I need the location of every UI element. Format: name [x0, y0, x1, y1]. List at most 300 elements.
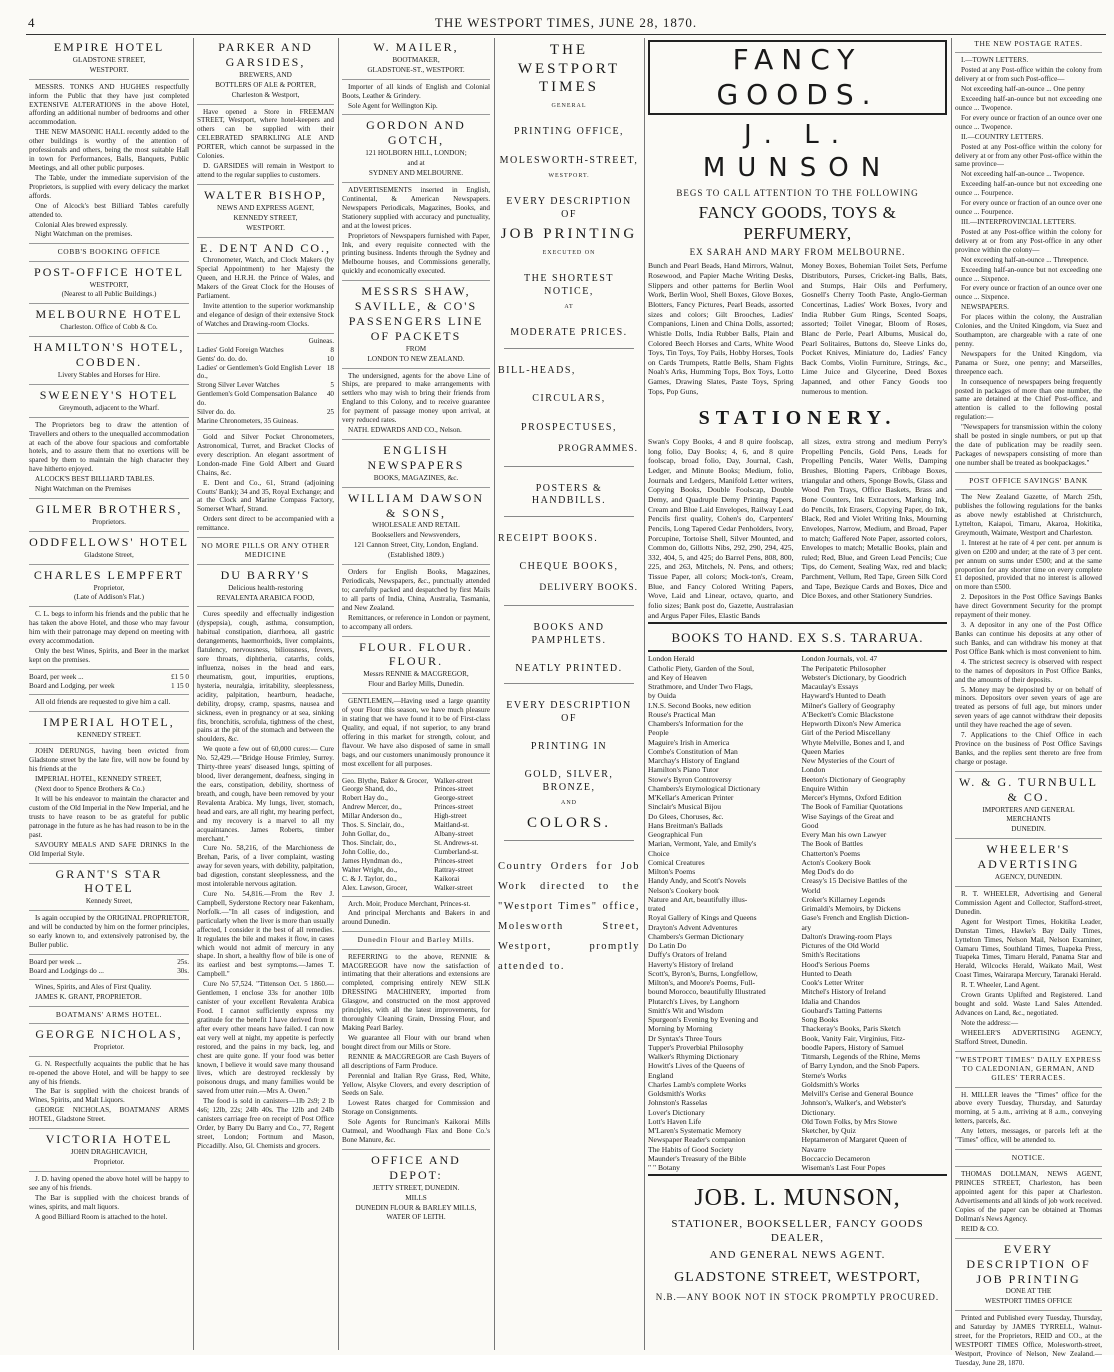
book-title: Webster's Dictionary, by Goodrich: [801, 672, 907, 682]
price-row: [29, 682, 189, 691]
book-title: Navarre: [801, 1144, 826, 1154]
book-title: Enquire Within: [801, 783, 849, 793]
book-title: Tupper's Proverbial Philosophy: [648, 1042, 744, 1052]
price-item: Marine Chronometers, 35 Guineas.: [197, 417, 299, 426]
book-title: Duffy's Orators of Ireland: [648, 950, 727, 960]
ad-paragraph: Posted at any Post-office within the colony for delivery at or from any other Post-office within the same province—: [955, 142, 1102, 169]
ad-paragraph: Newspapers for the United Kingdom, via Panama or Suez, one penny; and Marseilles, threepence each.: [955, 349, 1102, 376]
advertisement: [29, 1010, 189, 1024]
signatory-street: High-street: [434, 812, 467, 821]
printing-line: PROGRAMMES.: [558, 444, 638, 455]
advertisement: [342, 953, 490, 1150]
stationery-right: all sizes, extra strong and medium Perry's Propelling Pencils, Gold Pens, Leads for Propelling Pencils, Water Wells, Damping Brushes, Blotting Papers, Cribbage Boxes, triangular and others, Sponge Bowls, Glass and Wood Pen Trays, Office Baskets, Brass and Bone Counters, Ink Extractors, Marking Ink, do Pencils, Ink Erasers, Copying Paper, do Ink, Black, Red and Violet Writing Inks, Mourning Envelopes, Narrow, Medium, and Broad, Paper to match; Gaffered Note Paper, assorted colors, Envelopes to match; Metallic Books, plain and ruled; Red, Blue, and Green Lead Pencils; Cue Tips, do Cement, Sealing Wax, red and black; Parchment, Vellum, Red Tape, Green Silk Cord and Tape, Bezique Cards and Boxes, Dice and Dice Boxes, and other Stationery Sundries.: [801, 437, 947, 601]
ad-paragraph: A good Billiard Room is attached to the hotel.: [35, 1212, 168, 1221]
printing-line: RECEIPT BOOKS.: [498, 532, 599, 544]
ad-line: SYDNEY AND MELBOURNE.: [368, 169, 464, 178]
divider: [504, 840, 634, 841]
ad-line: REVALENTA ARABICA FOOD,: [216, 593, 315, 602]
printing-line: Country Orders for Job Work directed to the "Westport Times" office, Molesworth Street, Westport, promptly attended to.: [498, 861, 640, 972]
ad-title: GORDON AND GOTCH,: [366, 118, 466, 148]
book-title: Every Man his own Lawyer: [801, 830, 887, 840]
advertisement: [342, 118, 490, 183]
ad-paragraph: Lowest Rates charged for Commission and Storage on Consignments.: [342, 1099, 490, 1117]
signatory-name: Robert Hay do.,: [342, 794, 388, 803]
printing-line: GENERAL: [551, 102, 587, 109]
book-title: Dictionary.: [801, 1107, 836, 1117]
divider: [648, 650, 947, 652]
book-title: Hamilton's Piano Tutor: [648, 765, 719, 775]
ad-paragraph: Orders for English Books, Magazines, Periodicals, Newspapers, &c., punctually attended to; carefully packed and despatched by first Mails to all parts of India, China, Australia, Tasmania, and New Zealand.: [342, 568, 490, 612]
advertisement: [29, 1027, 189, 1057]
printing-line: PROSPECTUSES,: [521, 421, 617, 433]
ad-line: Booksellers and Newsvenders,: [371, 531, 461, 540]
job-munson-agent: AND GENERAL NEWS AGENT.: [709, 1249, 886, 1262]
book-title: Grimaldi's Memoirs, by Dickens: [801, 904, 901, 914]
ad-line: WHOLESALE AND RETAIL: [372, 521, 460, 530]
price-value: 10: [326, 354, 334, 363]
ad-paragraph: The Bar is supplied with the choicest brands of wines, spirits, and malt liquors.: [29, 1193, 189, 1211]
printing-line: EVERY DESCRIPTION OF: [506, 196, 632, 220]
column-4-printing-office: [495, 38, 645, 1350]
signatory-street: Princes-street: [434, 803, 474, 812]
ad-paragraph: NEWSPAPERS.: [961, 303, 1009, 312]
ad-paragraph: 2. Depositors in the Post Office Savings Banks have direct Government Security for the prompt repayment of their money.: [955, 593, 1102, 620]
book-title: Queen Maries: [801, 746, 845, 756]
advertisement: [29, 698, 189, 712]
advertisement: [197, 40, 334, 105]
stationery-list: [648, 437, 947, 620]
book-title: Titmarsh, Legends of the Rhine, Mems: [801, 1052, 921, 1062]
ad-title: COBB'S BOOKING OFFICE: [57, 247, 161, 257]
book-title: Newspaper Reader's companion: [648, 1135, 746, 1145]
book-title: London Journals, vol. 47: [801, 654, 878, 664]
ad-paragraph: Is again occupied by the ORIGINAL PROPRIETOR, and will be conducted by him on the former principles, so early known to, and extensively patronised by, the Buller public.: [29, 914, 189, 949]
book-title: Dr Syntax's Three Tours: [648, 1033, 722, 1043]
ad-title: GRANT'S STAR HOTEL: [55, 866, 163, 896]
ad-paragraph: Night Watchman on the premises.: [35, 230, 133, 239]
advertisement: [29, 914, 189, 955]
ad-paragraph: Cure No. 54,816.—From the Rev J. Campbell, Syderstone Rectory near Fakenham, Norfolk.—"In all cases of indigestion, and particularly when the liver is more than usually affected, I consider it the best of all remedies. It regulates the bile and makes it flow, in cases which would not admit of mercury in any shape. In short, a healthy flow of bile is one of its earliest and best symptoms.—James T. Campbell.": [197, 890, 334, 979]
column-6-postage-rates: [952, 38, 1106, 1367]
ad-line: WESTPORT.: [89, 65, 129, 74]
ad-title: GILMER BROTHERS,: [35, 502, 183, 517]
book-title: New Mysteries of the Court of: [801, 756, 895, 766]
ad-line: DUNEDIN.: [1011, 825, 1046, 834]
advertisement: [955, 56, 1102, 473]
ad-paragraph: WHEELER'S ADVERTISING AGENCY, Stafford Street, Dunedin.: [955, 1028, 1102, 1046]
ad-line: JETTY STREET, DUNEDIN.: [372, 1183, 460, 1192]
book-title: The Habits of Good Society: [648, 1144, 734, 1154]
advertisement: [197, 108, 334, 185]
advertisement: [342, 40, 490, 80]
book-title: Maguire's Irish in America: [648, 737, 730, 747]
price-value: 1 15 0: [171, 681, 189, 690]
book-title: Plutarch's Lives, by Langhorn: [648, 996, 740, 1006]
price-value: 8: [330, 345, 334, 354]
printing-office-title: THE WESTPORT TIMES: [517, 42, 621, 96]
ad-title: OFFICE AND DEPOT:: [371, 1152, 461, 1182]
ad-paragraph: "Newspapers for transmission within the colony shall be posted in single numbers, or put up that the date of publication may be readily seen. Packages of newspapers consisting of more than one number shall be treated as bookpackages.": [955, 423, 1102, 467]
advertisement: [197, 433, 334, 538]
price-row: [29, 673, 189, 682]
signatory-street: Princes-street: [434, 785, 474, 794]
ad-paragraph: Proprietors of Newspapers furnished with Paper, Ink, and every requisite connected with the printing business. Indents through the Sydney and Melbourne houses, and Commissions generally, quickly and economically executed.: [342, 231, 490, 276]
ad-title: EMPIRE HOTEL: [53, 40, 165, 54]
ad-title: WILLIAM DAWSON & SONS,: [347, 490, 485, 520]
divider: [504, 516, 634, 517]
ad-title: HAMILTON'S HOTEL, COBDEN.: [33, 340, 185, 370]
price-item: Board and Lodging, per week: [29, 681, 115, 690]
ad-line: Proprietor,: [93, 583, 125, 592]
books-list: [648, 654, 947, 1172]
book-title: Goldsmith's Works: [648, 1089, 706, 1099]
fancy-goods-right: Money Boxes, Bohemian Toilet Sets, Perfume Distributors, Purses, Cricket-ing Balls, Bats, and Stumps, Hair Oils and Perfumery, Gosnell's Cherry Tooth Paste, Anglo-German Concertinas, Ladies' Work Boxes, Ivory and India Rubber Gum Rings, Scented Soaps, assorted; Toilet Vinegar, Bloom of Roses, Blanc de Perle, Pearl Albums, Musical do, Pearl Solitaires, Buttons do, Sleeve Links do, Pocket Knives, Miniature do, Ladies' Fancy Back Combs, Violin Furniture, Strings, &c., Lime Juice and Glycerine, Deed Boxes Japanned, and other Fancy Goods too numerous to mention.: [801, 261, 947, 396]
ad-line: WATER OF LEITH.: [386, 1213, 446, 1222]
printing-line: WESTPORT.: [548, 173, 590, 179]
book-title: Hepworth Dixon's New America: [801, 719, 901, 729]
advertisement: [197, 541, 334, 565]
book-title: Marchay's History of England: [648, 756, 740, 766]
advertisement: [342, 935, 490, 949]
page-number: 4: [28, 15, 35, 30]
advertisement: [29, 610, 189, 670]
book-title: Johnson's, Walker's, and Webster's: [801, 1098, 906, 1108]
ad-paragraph: Remittances, or reference in London or payment, to accompany all orders.: [342, 613, 490, 631]
book-title: Rouse's Practical Man: [648, 709, 716, 719]
signatory-street: Maitland-st.: [434, 821, 470, 830]
book-title: Combe's Constitution of Man: [648, 746, 738, 756]
book-title: The Book of Battles: [801, 839, 863, 849]
signatory-street: Kaikorai: [434, 874, 460, 883]
advertisement: [29, 40, 189, 80]
book-title: trated: [648, 904, 666, 914]
ad-paragraph: We quote a few out of 60,000 cures:— Cure No. 52,429.—"Bridge House Frimley, Surrey. Thirty-three years' diseased lungs, spitting of blood, liver derangement, deafness, singing in the ears, constipation, debility, shortness of breath, and cough, have been removed by your Revalenta Arabica. My lungs, liver, stomach, head and ears, are all right, my hearing perfect, and my recovery is a marvel to all my acquaintances. James Roberts, timber merchant.": [197, 745, 334, 843]
ad-line: DUNEDIN FLOUR & BARLEY MILLS,: [355, 1203, 477, 1212]
price-row: [197, 346, 334, 355]
book-title: Chambers's German Dictionary: [648, 931, 744, 941]
book-title: Smith's Recitations: [801, 950, 861, 960]
price-item: Silver do. do.: [197, 408, 236, 417]
book-title: Do Glees, Choruses, &c.: [648, 811, 724, 821]
advertisement: [342, 491, 490, 565]
book-title: Chatterton's Poems: [801, 848, 861, 858]
divider: [648, 1174, 947, 1176]
book-title: London Herald: [648, 654, 695, 664]
ad-paragraph: H. MILLER leaves the "Times" office for the above every Tuesday, Thursday, and Saturday morning, at 5 a.m., arriving at 8 a.m., conveying letters, parcels, &c.: [955, 1090, 1102, 1126]
printing-line: MODERATE PRICES.: [510, 327, 628, 339]
signatory-street: Albany-street: [434, 830, 474, 839]
ad-title: MELBOURNE HOTEL: [35, 307, 183, 322]
book-title: Good: [801, 820, 819, 830]
signatory-street: St. Andrews-st.: [434, 839, 479, 847]
printing-line: COLORS.: [527, 814, 611, 831]
book-title: A'Beckett's Comic Blackstone: [801, 709, 894, 719]
advertisement: [955, 39, 1102, 53]
job-munson-address: GLADSTONE STREET, WESTPORT,: [674, 1270, 921, 1286]
ad-paragraph: Sole Agents for Runciman's Kaikorai Mills Oatmeal, and Woodhaugh Flax and Bone Co.'s Bone Manure, &c.: [342, 1118, 490, 1145]
book-title: Hunted to Death: [801, 968, 852, 978]
book-title: Nature and Art, beautifully illus-: [648, 894, 748, 904]
ad-line: IMPORTERS AND GENERAL: [982, 805, 1075, 814]
book-title: Wise Sayings of the Great and: [801, 811, 894, 821]
ad-line: Proprietor.: [93, 1157, 125, 1166]
printing-line: NEATLY PRINTED.: [515, 662, 623, 674]
advertisement: [29, 535, 189, 565]
book-title: and Key of Heaven: [648, 672, 707, 682]
book-title: Sketcher, by Quiz: [801, 1126, 856, 1136]
ad-paragraph: The food is sold in canisters—1lb 2s9; 2 lb 4s6; 12lb, 22s; 24lb 40s. The 12lb and 24lb canisters carriage free on receipt of Post Office Order, by Barry Du Barry and Co., 77, Regent street, London; Fortnum and Mason, Piccadilly. Also, Gl. Chemists and grocers.: [197, 1097, 334, 1150]
book-title: Maunder's Treasury of the Bible: [648, 1153, 746, 1163]
printing-line: GOLD, SILVER, BRONZE,: [524, 769, 614, 793]
book-title: Macaulay's Essays: [801, 682, 859, 692]
ad-paragraph: One of Alcock's best Billiard Tables carefully attended to.: [29, 201, 189, 219]
book-title: Pictures of the Old World: [801, 941, 880, 951]
advertisement: [342, 568, 490, 636]
ad-paragraph: MESSRS. TONKS AND HUGHES respectfully inform the Public that they have just completed EXTENSIVE ALTERATIONS in the above Hotel, affording an additional number of bedrooms and other accommodation.: [29, 82, 189, 127]
book-title: ary: [801, 922, 812, 932]
ad-paragraph: Crown Grants Uplifted and Registered. Land bought and sold. Waste Land Sales Attended. Advances on Land, &c., negotiated.: [955, 991, 1102, 1017]
ad-paragraph: Wines, Spirits, and Ales of First Quality.: [35, 982, 152, 991]
ad-line: Flour and Barley Mills, Dunedin.: [368, 680, 464, 689]
ad-line: WESTPORT,: [89, 280, 129, 289]
ad-line: BREWERS, AND: [239, 70, 292, 79]
ad-paragraph: For every ounce or fraction of an ounce over one ounce ... Twopence.: [955, 113, 1102, 131]
advertisement: [955, 1242, 1102, 1311]
price-row: [197, 417, 334, 426]
book-title: Stowe's Byron Controversy: [648, 774, 732, 784]
printing-line: DELIVERY BOOKS.: [539, 583, 638, 594]
advertisement: [342, 186, 490, 281]
ad-title: IMPERIAL HOTEL,: [43, 714, 175, 729]
ad-line: 121 HOLBORN HILL, LONDON;: [365, 149, 467, 158]
ad-paragraph: For places within the colony, the Australian Colonies, and the United Kingdom, via Suez and Southampton, are chargeable with a rate of one penny.: [955, 313, 1102, 348]
book-title: Handy Andy, and Scott's Novels: [648, 876, 747, 886]
ad-paragraph: III.—INTERPROVINCIAL LETTERS.: [961, 217, 1076, 226]
ad-line: NEWS AND EXPRESS AGENT,: [217, 203, 314, 212]
advertisement: [955, 1170, 1102, 1238]
price-item: Board per week ...: [29, 957, 82, 966]
price-row: [197, 381, 334, 390]
advertisement: [955, 493, 1102, 772]
signatory-street: George-street: [434, 794, 474, 803]
advertisement: [342, 83, 490, 116]
book-title: Howitt's Lives of the Queens of: [648, 1061, 745, 1071]
ad-paragraph: Any letters, messages, or parcels left at the "Times" office, will be attended to.: [955, 1127, 1102, 1145]
ad-paragraph: Have opened a Store in FREEMAN STREET, Westport, where hotel-keepers and others can be supplied with their CELEBRATED SPARKLING ALE AND PORTER, which cannot be surpassed in the Colonies.: [197, 107, 334, 161]
munson-name: J. L. MUNSON: [702, 120, 893, 183]
signatory-street: Rattray-street: [434, 865, 474, 874]
job-munson-name: JOB. L. MUNSON,: [694, 1185, 901, 1212]
signatory-name: Walter Wright, do.,: [342, 865, 398, 874]
begs-line: BEGS TO CALL ATTENTION TO THE FOLLOWING: [676, 187, 919, 198]
signatory-name: John Gollar, do.,: [342, 830, 390, 839]
ad-paragraph: NATH. EDWARDS AND CO., Nelson.: [348, 426, 462, 435]
book-title: M'Laren's Systematic Memory: [648, 1126, 742, 1136]
book-title: People: [648, 728, 669, 738]
ad-paragraph: Posted at any Post-office within the colony from delivery at or from such Post-office—: [955, 66, 1102, 84]
ad-paragraph: It will be his endeavor to maintain the character and custom of the Old Imperial in the New Imperial, and he trusts to have reason to be as grateful for public patronage in the future as he has had reason to be in the past.: [29, 795, 189, 839]
ad-title: CHARLES LEMPFERT: [33, 567, 185, 582]
ad-title: FLOUR. FLOUR. FLOUR.: [359, 639, 473, 669]
ad-paragraph: Exceeding half-an-ounce but not exceeding one ounce ... Fourpence.: [955, 180, 1102, 198]
ad-paragraph: SAVOURY MEALS AND SAFE DRINKS In the Old Imperial Style.: [29, 840, 189, 858]
advertisement: [955, 1314, 1102, 1372]
ad-paragraph: Colonial Ales brewed expressly.: [35, 220, 128, 229]
price-value: Guineas.: [308, 336, 334, 345]
book-title: of Barry Lyndon, and the Snob Papers.: [801, 1061, 920, 1071]
price-value: 5: [330, 381, 334, 390]
newspaper-title: THE WESTPORT TIMES, JUNE 28, 1870.: [434, 15, 698, 30]
advertisement: [955, 1153, 1102, 1167]
ad-paragraph: JAMES K. GRANT, PROPRIETOR.: [35, 992, 142, 1001]
price-row: [197, 364, 334, 382]
book-title: Goldsmith's Works: [801, 1079, 860, 1089]
book-title: Mercer's Hymns, Oxford Edition: [801, 793, 902, 803]
book-title: Choice: [648, 848, 670, 858]
advertisement: [342, 777, 490, 897]
book-title: Goubard's Tatting Patterns: [801, 1005, 882, 1015]
book-title: Idalia and Chandos: [801, 996, 861, 1006]
book-title: Milton's Poems: [648, 867, 696, 877]
price-row: [197, 390, 334, 408]
ad-paragraph: For every ounce or fraction of an ounce over one ounce ... Sixpence.: [955, 284, 1102, 302]
ad-paragraph: GENTLEMEN,—Having used a large quantity of your Flour this season, we have much pleasure in stating that we have found it to be of First-class Quality, and equal, if not superior, to any brand offering in this market for strength, colour, and flavour. We have also disposed of same in small bags, and our customers unanimously pronounce it most excellent for all purposes.: [342, 697, 490, 768]
advertisement: [955, 775, 1102, 840]
signatory-name: Thos. Sinclair, do.,: [342, 839, 397, 847]
book-title: Girl of the Period Miscellany: [801, 728, 891, 738]
ad-title: EVERY DESCRIPTION OF JOB PRINTING: [966, 1241, 1091, 1286]
ad-paragraph: For every ounce or fraction of an ounce over one ounce ... Fourpence.: [955, 199, 1102, 217]
ad-paragraph: Importer of all kinds of English and Colonial Boots, Leather & Grindery.: [342, 82, 490, 100]
signatory-name: Geo. Blythe, Baker & Grocer,: [342, 776, 429, 785]
price-row: [197, 337, 334, 346]
book-title: " " Botany: [648, 1163, 680, 1173]
price-row: [29, 967, 189, 976]
ad-line: Livery Stables and Horses for Hire.: [57, 370, 161, 379]
ad-paragraph: Note the address:—: [961, 1018, 1019, 1027]
book-title: Heptameron of Margaret Queen of: [801, 1135, 907, 1145]
ad-title: Dunedin Flour and Barley Mills.: [357, 935, 475, 945]
signatory-name: Millar Anderson do.,: [342, 812, 402, 821]
printing-line: PRINTING IN: [530, 741, 608, 753]
ad-paragraph: JOHN DERUNGS, having been evicted from Gladstone street by the late fire, will now be found by his friends at the: [29, 747, 189, 774]
book-title: Hans Breitman's Ballads: [648, 820, 723, 830]
ad-paragraph: Perennial and Italian Rye Grass, Red, White, Yellow, Alsyke Clovers, and every description of Seeds on Sale.: [342, 1071, 490, 1098]
ad-line: Greymouth, adjacent to the Wharf.: [58, 403, 160, 412]
advertisement: [29, 83, 189, 245]
advertisement: [955, 890, 1102, 1052]
ad-paragraph: Only the best Wines, Spirits, and Beer in the market kept on the premises.: [29, 647, 189, 664]
book-title: Dalton's Drawing-room Plays: [801, 931, 892, 941]
ad-line: Proprietor.: [93, 1042, 125, 1051]
ad-paragraph: Not exceeding half-an-ounce ... One penny: [961, 85, 1085, 94]
ad-paragraph: Invite attention to the superior workmanship and elegance of design of their extensive Stock of Watches and Drawing-room Clocks.: [197, 302, 334, 328]
ad-paragraph: D. GARSIDES will remain in Westport to attend to the regular supplies to customers.: [197, 162, 334, 179]
ad-line: (Nearest to all Public Buildings.): [61, 290, 157, 299]
advertisement: [29, 247, 189, 261]
advertisement: [342, 284, 490, 368]
printing-line: PRINTING OFFICE,: [513, 126, 625, 138]
printing-line: CHEQUE BOOKS,: [519, 560, 619, 572]
book-title: Sinclair's Musical Bijou: [648, 802, 722, 812]
ad-line: Delicious health-restoring: [228, 583, 303, 592]
ad-title: SWEENEY'S HOTEL: [39, 387, 179, 402]
advertisement: [197, 188, 334, 238]
column-5-fancy-goods: [645, 38, 952, 1350]
stationery-heading: STATIONERY.: [698, 407, 897, 430]
book-title: Croker's Killarney Legends: [801, 894, 886, 904]
ad-title: E. DENT AND CO.,: [199, 240, 332, 255]
book-title: Thackeray's Books, Paris Sketch: [801, 1024, 901, 1034]
ad-title: POST-OFFICE HOTEL: [34, 264, 184, 279]
column-2-brewers-watchmakers: [194, 38, 339, 1350]
divider: [648, 622, 947, 624]
book-title: Walker's Rhyming Dictionary: [648, 1052, 739, 1062]
book-title: boodle Papers, History of Samuel: [801, 1042, 904, 1052]
fancy-goods-left: Bunch and Pearl Beads, Hand Mirrors, Walnut, Rosewood, and Papier Mache Writing Desks, Slippers and other patterns for Berlin Wool Work, Berlin Wool, Shell Boxes, Glove Boxes, Blotters, Fancy Pictures, Pearl Beads, assorted sizes and colors; Gilt Brooches, Ladies' Companions, Linen and China Dolls, assorted; Whistle Dolls, India Rubber Balls, Plain and Colored Beech Horses and Carts, White Wood Toys, Tin Toys, Toy Pails, Hobby Horses, Tools on Cards Trumpets, Rattle Bells, Sham Fights Noah's Arks, Humming Tops, Box Toys, Lotto Games, Drawing Slates, Paste Toys, Spring Tops, Pop Guns,: [648, 261, 794, 396]
ad-title: PARKER AND GARSIDES,: [218, 40, 313, 69]
divider: [504, 348, 634, 349]
book-title: London: [801, 765, 826, 775]
advertisement: [29, 1060, 189, 1129]
book-title: Creasy's 15 Decisive Battles of the: [801, 876, 908, 886]
ad-line: and at: [407, 159, 425, 168]
ad-paragraph: Arch. Moir, Produce Merchant, Princes-st.: [348, 899, 471, 908]
ad-paragraph: 7. Applications to the Chief Office in each Province on the business of Post Office Savings Banks, and the replies sent thereto are free from charge or postage.: [955, 731, 1102, 766]
ad-paragraph: The Proprietors beg to draw the attention of Travellers and others to the unequalled accommodation at each of the above four spacious and comfortable hotels, and to assure them that no exertions will be spared by them to maintain the high character they have hitherto enjoyed.: [29, 420, 189, 474]
ad-paragraph: RENNIE & MACGREGOR are Cash Buyers of all descriptions of Farm Produce.: [342, 1052, 490, 1070]
ad-paragraph: 5. Money may be deposited by or on behalf of minors. Depositors over seven years of age are treated as persons of full age, but minors under seven years of age cannot withdraw their deposits until they have reached the age of seven.: [955, 685, 1102, 730]
ad-paragraph: THOMAS DOLLMAN, NEWS AGENT, PRINCES STREET, Charleston, has been appointed agent for this paper at Charleston. Advertisements and all kinds of job work received. Copies of the paper can be obtained at Thomas Dollman's News Agency.: [955, 1170, 1102, 1223]
ad-paragraph: Agent for Westport Times, Hokitika Leader, Dunstan Times, Hawke's Bay Daily Times, Lyttelton Times, Nelson Mail, Nelson Examiner, Oamaru Times, Southland Times, Tuapeka Press, Tuapeka Times, Timaru Herald, Panama Star and Herald, Wilcocks Herald, Waikato Mail, West Coast Times, Wairarapa Mercury, Taranaki Herald.: [955, 917, 1102, 980]
book-title: Haverty's History of Ireland: [648, 959, 734, 969]
printing-line: BOOKS AND PAMPHLETS.: [531, 622, 607, 646]
ad-line: Messrs RENNIE & MACGREGOR,: [363, 670, 469, 679]
signatory-name: C. & J. Taylor, do.,: [342, 874, 397, 883]
price-item: Ladies' Gold Foreign Watches: [197, 345, 284, 354]
masthead: [26, 12, 1106, 35]
book-title: I.N.S. Second Books, new edition: [648, 700, 751, 710]
printing-line: BILL-HEADS,: [498, 364, 576, 376]
books-left: [648, 654, 794, 1172]
ad-paragraph: Night Watchman on the Premises: [35, 485, 131, 494]
ad-line: DONE AT THE: [1005, 1287, 1052, 1296]
signatory-street: Walker-street: [434, 883, 473, 892]
signatory-street: Princes-street: [434, 856, 474, 865]
advertisement: [342, 640, 490, 695]
book-title: Acton's Cookery Book: [801, 857, 871, 867]
ad-paragraph: Cure No 57,524. "Tittenson Oct. 5 1860.—Gentlemen, I enclose 33s for another 10lb canister of your excellent Revalenta Arabica Food. I cannot sufficiently express my gratitude for the benefit I have derived from it after every other means have failed. I can now eat very well at night, my appetite is perfectly restored, and the pains in my back, leg, and chest are quite gone. If your food was better known, I believe it would save many thousand lives, which are destroyed recklessly by poisonous drugs, and many families would be saved from utter ruin.—Mrs A. Owen.": [197, 980, 334, 1096]
book-title: The Book of Familiar Quotations: [801, 802, 903, 812]
ad-line: BOTTLERS OF ALE & PORTER,: [215, 80, 316, 89]
advertisement: [29, 265, 189, 305]
book-title: Comical Creatures: [648, 857, 705, 867]
advertisement: [197, 241, 334, 334]
ad-title: MESSRS SHAW, SAVILLE, & CO'S PASSENGERS LINE OF PACKETS: [348, 284, 484, 343]
advertisement: [29, 421, 189, 499]
ad-paragraph: (Next door to Spence Brothers & Co.): [35, 785, 145, 794]
ad-paragraph: All old friends are requested to give him a call.: [35, 697, 171, 706]
book-title: Do Latin Do: [648, 941, 687, 951]
ad-paragraph: IMPERIAL HOTEL, KENNEDY STREET,: [35, 775, 162, 784]
books-right: [802, 654, 948, 1172]
ad-paragraph: The Table, under the immediate supervision of the Proprietors, is supplied with every delicacy the market affords.: [29, 173, 189, 200]
signatory-name: Alex. Lawson, Grocer,: [342, 883, 408, 892]
advertisement: [29, 1175, 189, 1226]
book-title: Lover's Dictionary: [648, 1107, 705, 1117]
advertisement: [29, 307, 189, 337]
ad-title: WALTER BISHOP,: [204, 187, 327, 202]
